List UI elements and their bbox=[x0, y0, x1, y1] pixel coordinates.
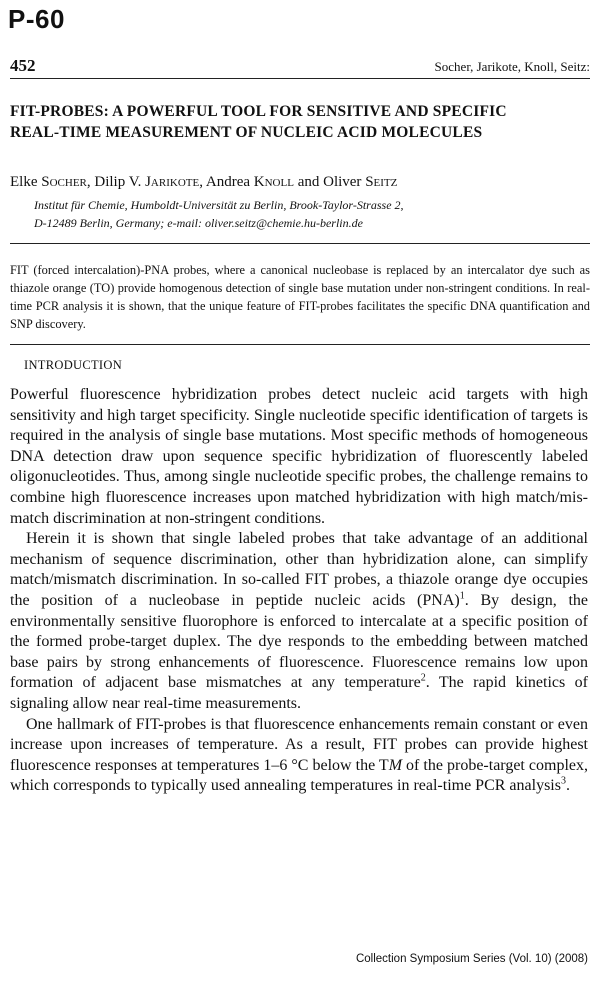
author-separator: , Andrea bbox=[199, 174, 254, 190]
running-head-authors: Socher, Jarikote, Knoll, Seitz: bbox=[434, 59, 590, 74]
footer-series: Collection Symposium Series (Vol. 10) (2008) bbox=[355, 953, 588, 965]
author-surname: Knoll bbox=[253, 174, 294, 190]
author-surname: Seitz bbox=[365, 174, 398, 190]
section-heading: INTRODUCTION bbox=[24, 358, 123, 372]
author-surname: Jarikote bbox=[145, 174, 200, 190]
paragraph-text: Herein it is shown that single labeled probes that take advantage of an additional mechanism of sequence discrimination, other than hybridization alone, can simplify match/mismatch discrimination. In so-called FIT probes, a thiazole orange dye occupies the position of a nucleobase in peptide nucleic acids (PNA) bbox=[10, 530, 588, 609]
page-number: 452 bbox=[10, 56, 36, 75]
poster-id: P-60 bbox=[8, 4, 65, 34]
paragraph bbox=[10, 529, 588, 714]
melting-temp-subscript: M bbox=[388, 756, 403, 774]
affiliation-line: Institut für Chemie, Humboldt-Universität zu Berlin, Brook-Taylor-Strasse 2, bbox=[34, 198, 404, 212]
title-line: REAL-TIME MEASUREMENT OF NUCLEIC ACID MOLECULES bbox=[10, 124, 483, 141]
paragraph bbox=[10, 715, 588, 797]
abstract: FIT (forced intercalation)-PNA probes, where a canonical nucleobase is replaced by an intercalator dye such as thiazole orange (TO) provide homogenous detection of single base mutation under non-stringent conditions. In real-time PCR analysis it is shown, that the unique feature of FIT-probes facilitates the specific DNA quantification and SNP discovery. bbox=[10, 263, 590, 331]
paragraph-text: . By design, the environmentally sensitive fluorophore is enforced to intercalate at a specific position of the formed probe-target duplex. The dye responds to the embedding between matched base pairs by strong enhancements of fluorescence. Fluorescence remains low upon formation of adjacent base mismatches at any temperature bbox=[10, 591, 589, 692]
citation-ref: 2 bbox=[420, 672, 426, 684]
author-separator: and Oliver bbox=[293, 174, 366, 190]
paragraph-text: . The rapid kinetics of signaling allow near real-time measurements. bbox=[10, 674, 588, 712]
body-text bbox=[10, 385, 588, 797]
paragraph-text: of the probe-target complex, which corresponds to typically used annealing temperatures in real-time PCR analysis bbox=[10, 756, 589, 795]
affiliation-line: D-12489 Berlin, Germany; e-mail: oliver.seitz@chemie.hu-berlin.de bbox=[34, 216, 363, 230]
author-first-name: Elke bbox=[10, 174, 42, 190]
citation-ref: 1 bbox=[459, 590, 465, 602]
running-head bbox=[10, 56, 590, 79]
paragraph-text: . bbox=[565, 777, 570, 795]
paragraph: Powerful fluorescence hybridization probes detect nucleic acid targets with high sensitivity and high target specificity. Single nucleotide specific identification of targets is required in the analysis of single base mutations. Most specific methods of homogeneous DNA detection draw upon sequence specific hybridization of fluorescently labeled oligonucleotides. Thus, among single nucleotide specific probes, the challenge remains to combine high fluorescence increases upon matched hybridization with high match/mismatch discrimination at non-stringent conditions. bbox=[10, 386, 588, 527]
author-list bbox=[10, 174, 397, 191]
article-title bbox=[10, 101, 590, 143]
author-separator: , Dilip V. bbox=[86, 174, 146, 190]
abstract-block bbox=[10, 243, 590, 345]
citation-ref: 3 bbox=[560, 775, 566, 787]
affiliation bbox=[34, 196, 404, 232]
author-surname: Socher bbox=[41, 174, 87, 190]
title-line: FIT-PROBES: A POWERFUL TOOL FOR SENSITIVE AND SPECIFIC bbox=[10, 103, 507, 120]
paragraph-text: One hallmark of FIT-probes is that fluorescence enhancements remain constant or even increase upon increases of temperature. As a result, FIT probes can provide highest fluorescence responses at temperatures 1–6 °C below the T bbox=[10, 715, 588, 774]
